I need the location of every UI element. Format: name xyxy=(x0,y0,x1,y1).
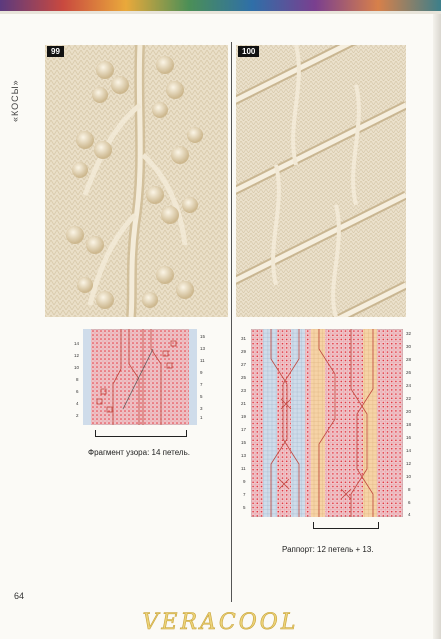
svg-text:12: 12 xyxy=(74,353,80,358)
chart-row-numbers-99 xyxy=(74,340,82,422)
svg-text:31: 31 xyxy=(241,336,247,341)
svg-text:27: 27 xyxy=(241,362,247,367)
svg-text:7: 7 xyxy=(200,382,203,387)
svg-text:10: 10 xyxy=(406,474,412,479)
svg-text:14: 14 xyxy=(74,341,80,346)
caption-100: Раппорт: 12 петель + 13. xyxy=(282,545,374,554)
svg-text:11: 11 xyxy=(241,466,246,471)
svg-text:6: 6 xyxy=(76,389,79,394)
svg-text:32: 32 xyxy=(406,331,412,336)
svg-text:20: 20 xyxy=(406,409,412,414)
pattern-photo-100 xyxy=(236,45,406,317)
svg-text:21: 21 xyxy=(241,401,247,406)
pattern-number-100: 100 xyxy=(238,46,259,57)
pattern-photo-99 xyxy=(45,45,228,317)
svg-text:1: 1 xyxy=(200,415,203,419)
svg-text:8: 8 xyxy=(76,377,79,382)
svg-text:14: 14 xyxy=(406,448,412,453)
svg-text:23: 23 xyxy=(241,388,247,393)
chart-row-numbers-99-right xyxy=(200,333,208,421)
repeat-bracket-100 xyxy=(313,522,379,529)
chart-row-numbers-100 xyxy=(241,335,250,517)
svg-text:10: 10 xyxy=(74,365,80,370)
svg-text:7: 7 xyxy=(243,492,246,497)
page-edge xyxy=(433,14,441,639)
brand-logo: VERACOOL xyxy=(142,610,299,635)
svg-text:2: 2 xyxy=(76,413,79,418)
svg-text:3: 3 xyxy=(200,406,203,411)
svg-text:18: 18 xyxy=(406,422,412,427)
svg-text:13: 13 xyxy=(200,346,206,351)
svg-text:9: 9 xyxy=(243,479,246,484)
section-label: «КОСЫ» xyxy=(10,79,20,122)
svg-text:15: 15 xyxy=(241,440,247,445)
svg-text:15: 15 xyxy=(200,334,206,339)
knitting-chart-99 xyxy=(83,329,197,430)
svg-text:26: 26 xyxy=(406,370,412,375)
svg-text:4: 4 xyxy=(76,401,79,406)
repeat-bracket-99 xyxy=(95,430,187,437)
chart-row-numbers-100-right xyxy=(406,330,415,518)
column-divider xyxy=(231,42,232,602)
decorative-top-border xyxy=(0,0,441,14)
svg-text:5: 5 xyxy=(200,394,203,399)
svg-text:24: 24 xyxy=(406,383,412,388)
svg-text:4: 4 xyxy=(408,512,411,516)
svg-text:13: 13 xyxy=(241,453,247,458)
svg-text:8: 8 xyxy=(408,487,411,492)
svg-text:22: 22 xyxy=(406,396,412,401)
caption-99: Фрагмент узора: 14 петель. xyxy=(88,448,190,457)
svg-text:28: 28 xyxy=(406,357,412,362)
page-number: 64 xyxy=(14,591,25,601)
knitting-chart-100 xyxy=(251,329,403,522)
svg-text:30: 30 xyxy=(406,344,412,349)
svg-text:6: 6 xyxy=(408,500,411,505)
svg-text:16: 16 xyxy=(406,435,412,440)
pattern-number-99: 99 xyxy=(47,46,64,57)
svg-text:29: 29 xyxy=(241,349,247,354)
svg-text:25: 25 xyxy=(241,375,247,380)
svg-text:17: 17 xyxy=(241,427,247,432)
svg-text:9: 9 xyxy=(200,370,203,375)
svg-text:19: 19 xyxy=(241,414,247,419)
svg-text:11: 11 xyxy=(200,358,205,363)
svg-text:5: 5 xyxy=(243,505,246,510)
svg-text:12: 12 xyxy=(406,461,412,466)
